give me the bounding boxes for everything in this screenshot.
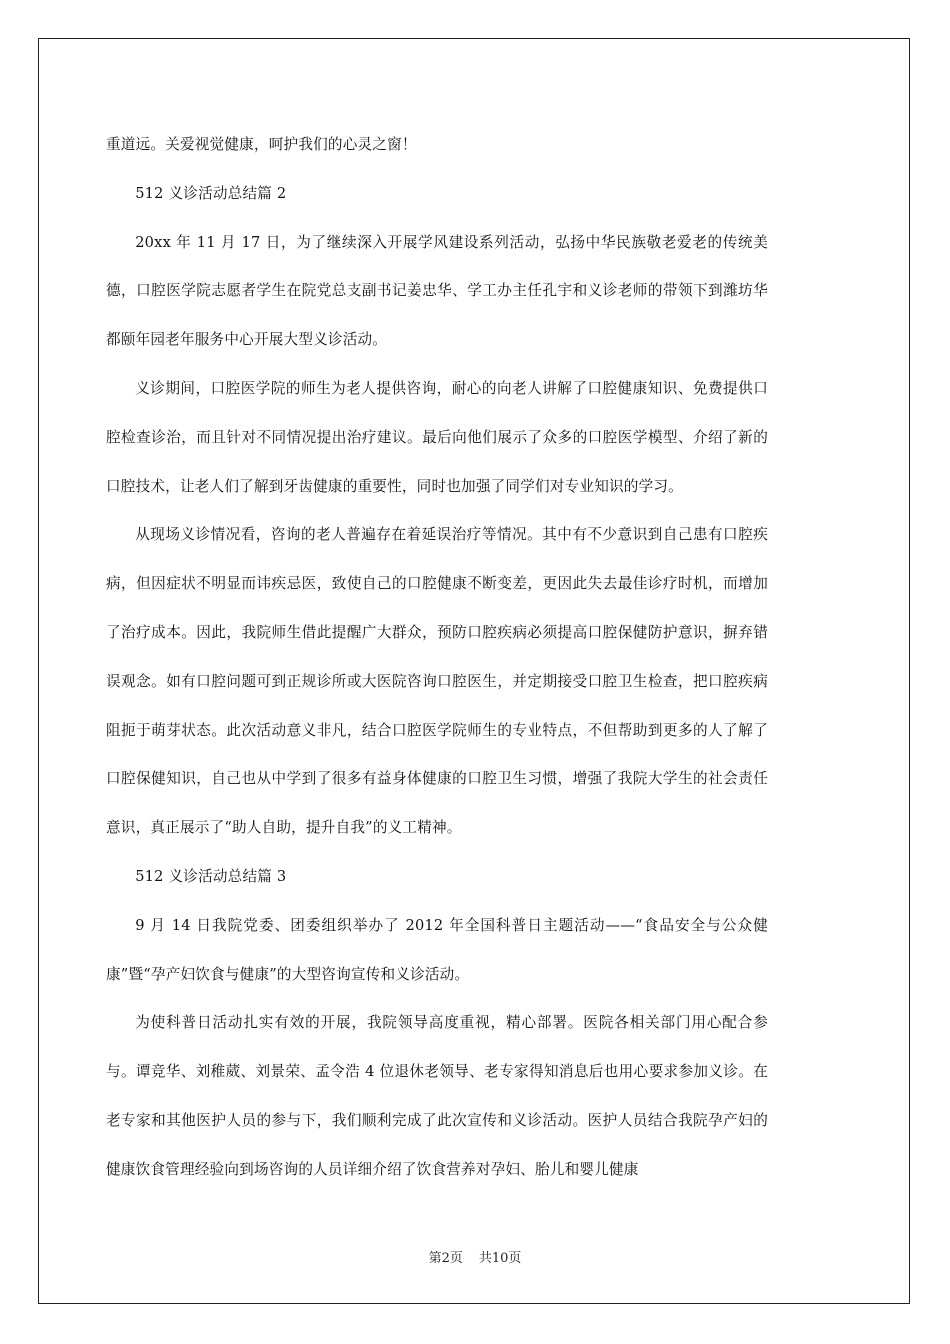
paragraph: 20xx 年 11 月 17 日，为了继续深入开展学风建设系列活动，弘扬中华民族敬老爱老的传统美德，口腔医学院志愿者学生在院党总支副书记姜忠华、学工办主任孔宇和义诊老师的带领下到潍坊华都颐年园老年服务中心开展大型义诊活动。: [106, 233, 768, 349]
page-number: 第2页: [428, 1251, 463, 1266]
document-body: [106, 121, 768, 1195]
paragraph: 重道远。关爱视觉健康，呵护我们的心灵之窗！: [106, 136, 417, 153]
total-pages: 共10页: [478, 1251, 522, 1266]
page-footer: [39, 1247, 911, 1266]
paragraph: 9 月 14 日我院党委、团委组织举办了 2012 年全国科普日主题活动——“食品安全与公众健康”暨“孕产妇饮食与健康”的大型咨询宣传和义诊活动。: [106, 916, 768, 983]
section-heading: 512 义诊活动总结篇 3: [135, 867, 287, 885]
paragraph: 义诊期间，口腔医学院的师生为老人提供咨询，耐心的向老人讲解了口腔健康知识、免费提供口腔检查诊治，而且针对不同情况提出治疗建议。最后向他们展示了众多的口腔医学模型、介绍了新的口腔技术，让老人们了解到牙齿健康的重要性，同时也加强了同学们对专业知识的学习。: [106, 379, 768, 495]
paragraph: 为使科普日活动扎实有效的开展，我院领导高度重视，精心部署。医院各相关部门用心配合参与。谭竞华、刘稚葳、刘景荣、孟令浩 4 位退休老领导、老专家得知消息后也用心要求参加义诊。在老专家和其他医护人员的参与下，我们顺利完成了此次宣传和义诊活动。医护人员结合我院孕产妇的健康饮食管理经验向到场咨询的人员详细介绍了饮食营养对孕妇、胎儿和婴儿健康: [106, 1014, 768, 1178]
paragraph: 从现场义诊情况看，咨询的老人普遍存在着延误治疗等情况。其中有不少意识到自己患有口腔疾病，但因症状不明显而讳疾忌医，致使自己的口腔健康不断变差，更因此失去最佳诊疗时机，而增加了治疗成本。因此，我院师生借此提醒广大群众，预防口腔疾病必须提高口腔保健防护意识，摒弃错误观念。如有口腔问题可到正规诊所或大医院咨询口腔医生，并定期接受口腔卫生检查，把口腔疾病阻扼于萌芽状态。此次活动意义非凡，结合口腔医学院师生的专业特点，不但帮助到更多的人了解了口腔保健知识，自己也从中学到了很多有益身体健康的口腔卫生习惯，增强了我院大学生的社会责任意识，真正展示了“助人自助，提升自我”的义工精神。: [106, 526, 768, 837]
section-heading: 512 义诊活动总结篇 2: [135, 184, 287, 202]
